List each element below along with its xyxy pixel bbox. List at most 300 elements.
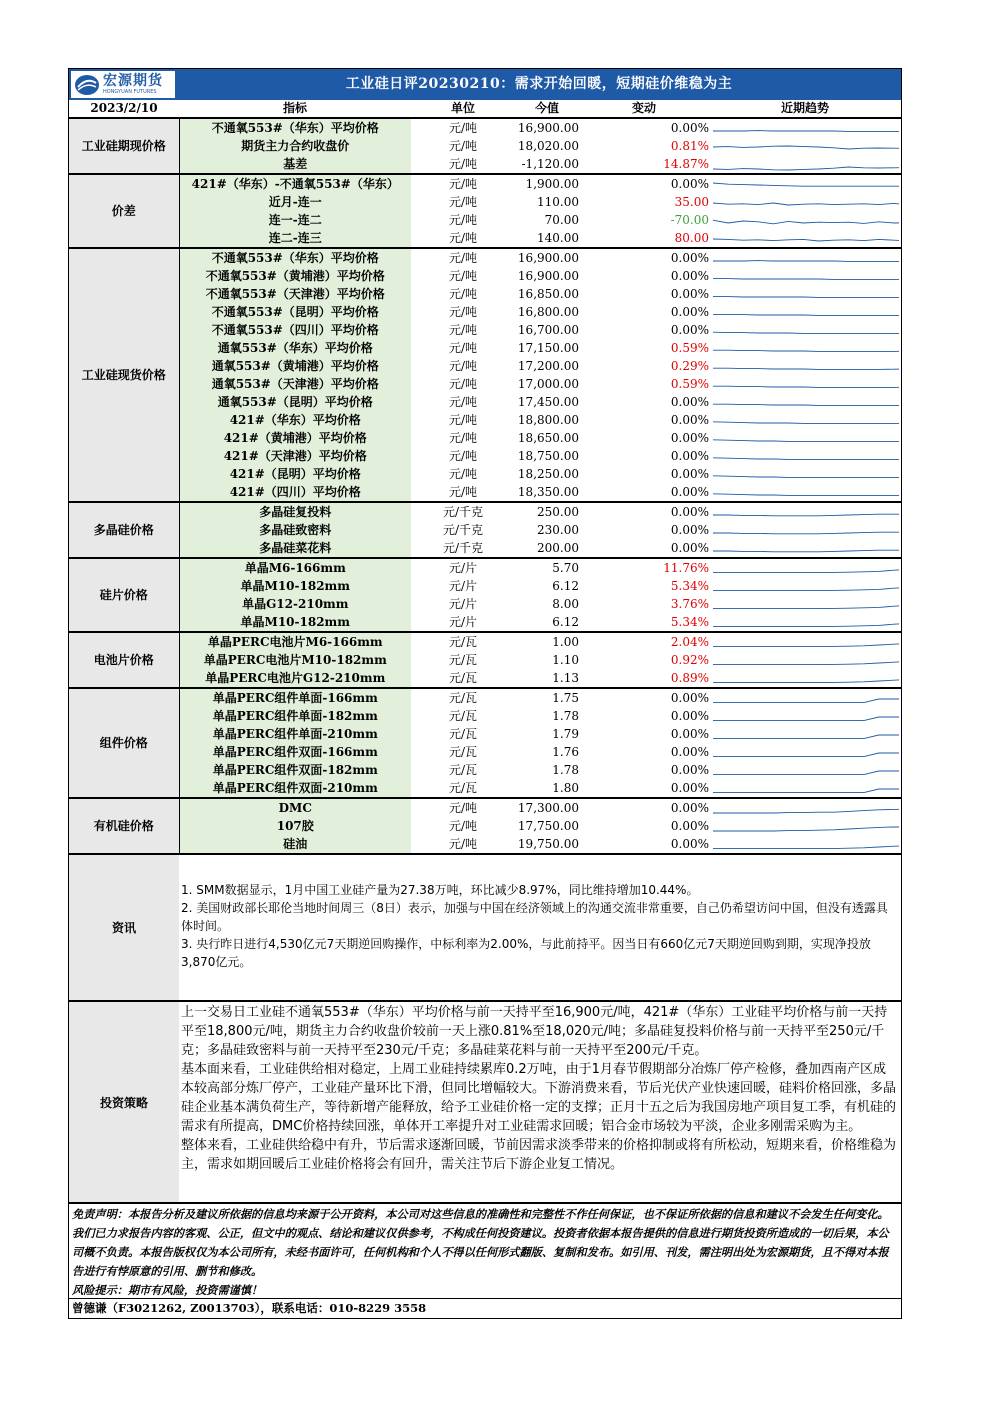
indicator-name: 单晶PERC组件单面-166mm: [179, 688, 411, 707]
change-cell: 0.00%: [670, 449, 709, 463]
table-row: [69, 321, 901, 339]
trend-cell: [709, 339, 901, 357]
sparkline-path: [713, 623, 899, 626]
trend-cell: [709, 429, 901, 447]
sparkline-chart: [709, 707, 899, 725]
trend-cell: [709, 669, 901, 688]
sparkline-chart: [709, 817, 899, 835]
unit-cell: 元/片: [411, 558, 515, 577]
table-row: [69, 577, 901, 595]
unit-cell: 元/吨: [448, 413, 478, 427]
value-cell: 16,700.00: [517, 323, 579, 337]
table-row: [69, 539, 901, 558]
sparkline-chart: [709, 503, 899, 521]
indicator-name: 基差: [179, 155, 411, 174]
indicator-name: 通氧553#（黄埔港）平均价格: [179, 357, 411, 375]
strategy-paragraph: 整体来看，工业硅供给稳中有升，节后需求逐渐回暖，节前因需求淡季带来的价格抑制或将有所松动，短期来看，价格维稳为主，需求如期回暖后工业硅价格将会有回升，需关注节后下游企业复工情况。: [181, 1138, 897, 1172]
unit-cell: 元/吨: [448, 213, 478, 227]
trend-cell: [709, 321, 901, 339]
value-cell: 18,750.00: [517, 449, 579, 463]
trend-cell: [709, 707, 901, 725]
sparkline-path: [713, 827, 899, 831]
value-cell: 1.78: [552, 763, 579, 777]
sparkline-chart: [709, 595, 899, 613]
table-row: [69, 393, 901, 411]
change-cell: 0.00%: [670, 485, 709, 499]
change-cell: 0.00%: [670, 709, 709, 723]
trend-cell: [709, 285, 901, 303]
unit-cell: 元/瓦: [448, 709, 478, 723]
sparkline-chart: [709, 799, 899, 817]
sparkline-path: [713, 679, 899, 682]
change-cell: 0.59%: [670, 341, 709, 355]
value-cell: 17,750.00: [517, 819, 579, 833]
indicator-name: 通氧553#（昆明）平均价格: [179, 393, 411, 411]
sparkline-path: [713, 183, 899, 186]
value-cell: 70.00: [544, 213, 579, 227]
unit-cell: 元/吨: [448, 377, 478, 391]
sparkline-chart: [709, 613, 899, 631]
table-row: [69, 632, 901, 651]
table-row: [69, 521, 901, 539]
change-cell: 0.00%: [670, 819, 709, 833]
unit-cell: 元/千克: [442, 541, 484, 555]
change-cell: 0.00%: [670, 121, 709, 135]
indicator-name: 单晶PERC电池片M10-182mm: [179, 651, 411, 669]
sparkline-chart: [709, 725, 899, 743]
news-section: [69, 853, 901, 1000]
unit-cell: 元/吨: [448, 139, 478, 153]
trend-cell: [709, 118, 901, 137]
sparkline-path: [713, 771, 899, 775]
sparkline-path: [713, 279, 899, 280]
sparkline-chart: [709, 429, 899, 447]
company-logo: [71, 71, 175, 98]
unit-cell: 元/片: [448, 597, 478, 611]
change-cell: 0.89%: [670, 671, 709, 685]
logo-en-text: HONGYUAN FUTURES: [103, 89, 157, 95]
table-row: [69, 267, 901, 285]
table-row: [69, 174, 901, 193]
sparkline-chart: [709, 761, 899, 779]
table-row: [69, 447, 901, 465]
table-row: [69, 743, 901, 761]
indicator-name: 单晶PERC组件双面-182mm: [179, 761, 411, 779]
value-cell: -1,120.00: [521, 157, 579, 171]
trend-cell: [709, 211, 901, 229]
trend-cell: [709, 761, 901, 779]
trend-cell: [709, 393, 901, 411]
trend-cell: [709, 651, 901, 669]
trend-cell: [709, 303, 901, 321]
sparkline-path: [713, 146, 899, 149]
value-cell: 17,300.00: [515, 798, 579, 817]
sparkline-chart: [709, 539, 899, 557]
table-row: [69, 248, 901, 267]
col-value: 今值: [515, 100, 579, 118]
sparkline-chart: [709, 339, 899, 357]
value-cell: 6.12: [552, 615, 579, 629]
unit-cell: 元/吨: [411, 174, 515, 193]
value-cell: 16,900.00: [517, 121, 579, 135]
table-row: [69, 339, 901, 357]
risk-note: 风险提示：期市有风险，投资需谨慎！: [72, 1283, 263, 1297]
sparkline-path: [713, 846, 899, 849]
change-cell: 0.00%: [670, 837, 709, 851]
table-row: [69, 502, 901, 521]
sparkline-path: [713, 809, 899, 813]
category-label: 有机硅价格: [69, 798, 179, 853]
table-row: [69, 375, 901, 393]
value-cell: 17,000.00: [517, 377, 579, 391]
table-row: [69, 155, 901, 174]
change-cell: 0.00%: [579, 174, 709, 193]
change-cell: -70.00: [670, 213, 709, 227]
unit-cell: 元/吨: [448, 359, 478, 373]
sparkline-path: [713, 643, 899, 646]
table-row: [69, 193, 901, 211]
sparkline-path: [713, 661, 899, 664]
indicator-name: 通氧553#（华东）平均价格: [179, 339, 411, 357]
sparkline-chart: [709, 193, 899, 211]
unit-cell: 元/吨: [448, 231, 478, 245]
unit-cell: 元/瓦: [448, 781, 478, 795]
indicator-name: 多晶硅致密料: [179, 521, 411, 539]
category-label: 电池片价格: [69, 632, 179, 688]
change-cell: 0.00%: [670, 323, 709, 337]
value-cell: 16,850.00: [517, 287, 579, 301]
disclaimer-section: [69, 1202, 901, 1298]
table-row: [69, 118, 901, 137]
value-cell: 1.76: [552, 745, 579, 759]
sparkline-path: [713, 297, 899, 298]
indicator-name: 单晶PERC组件双面-210mm: [179, 779, 411, 798]
table-row: [69, 688, 901, 707]
change-cell: 0.92%: [670, 653, 709, 667]
sparkline-path: [713, 717, 899, 721]
indicator-name: 单晶PERC电池片M6-166mm: [179, 632, 411, 651]
table-row: [69, 651, 901, 669]
category-label: 工业硅现货价格: [69, 248, 179, 502]
change-cell: 0.59%: [670, 377, 709, 391]
sparkline-chart: [709, 521, 899, 539]
table-row: [69, 229, 901, 248]
value-cell: 140.00: [537, 231, 579, 245]
sparkline-chart: [709, 137, 899, 155]
table-row: [69, 613, 901, 632]
table-row: [69, 411, 901, 429]
unit-cell: 元/吨: [448, 485, 478, 499]
indicator-name: 硅油: [179, 835, 411, 853]
unit-cell: 元/吨: [411, 248, 515, 267]
indicator-name: 不通氧553#（天津港）平均价格: [179, 285, 411, 303]
unit-cell: 元/瓦: [448, 727, 478, 741]
sparkline-path: [713, 422, 899, 424]
trend-cell: [709, 798, 901, 817]
sparkline-chart: [709, 447, 899, 465]
change-cell: 0.81%: [670, 139, 709, 153]
sparkline-chart: [709, 155, 899, 173]
sparkline-chart: [709, 285, 899, 303]
change-cell: 0.00%: [670, 431, 709, 445]
trend-cell: [709, 155, 901, 174]
value-cell: 18,350.00: [517, 485, 579, 499]
unit-cell: 元/吨: [448, 287, 478, 301]
sparkline-chart: [709, 357, 899, 375]
sparkline-path: [713, 368, 899, 369]
sparkline-chart: [709, 303, 899, 321]
change-cell: 0.00%: [670, 523, 709, 537]
indicator-name: 421#（黄埔港）平均价格: [179, 429, 411, 447]
value-cell: 17,450.00: [517, 395, 579, 409]
value-cell: 17,150.00: [517, 341, 579, 355]
sparkline-chart: [709, 411, 899, 429]
trend-cell: [709, 725, 901, 743]
value-cell: 1.10: [552, 653, 579, 667]
table-row: [69, 483, 901, 502]
table-row: [69, 725, 901, 743]
unit-cell: 元/片: [448, 579, 478, 593]
sparkline-path: [713, 131, 899, 132]
sparkline-path: [713, 220, 899, 224]
sparkline-path: [713, 203, 899, 205]
unit-cell: 元/千克: [411, 502, 515, 521]
table-row: [69, 357, 901, 375]
sparkline-path: [713, 569, 899, 572]
trend-cell: [709, 267, 901, 285]
table-row: [69, 779, 901, 798]
strategy-paragraph: 上一交易日工业硅不通氧553#（华东）平均价格与前一天持平至16,900元/吨，421#（华东）工业硅平均价格与前一天持平至18,800元/吨，期货主力合约收盘价较前一天上涨0.81%至18,020元/吨；多晶硅复投料价格与前一天持平至250元/千克；多晶硅致密料与前一天持平至230元/千克；多晶硅菜花料与前一天持平至200元/千克。: [181, 1005, 888, 1058]
indicator-name: 期货主力合约收盘价: [179, 137, 411, 155]
trend-cell: [709, 817, 901, 835]
sparkline-path: [713, 386, 899, 387]
indicator-name: 单晶PERC组件双面-166mm: [179, 743, 411, 761]
value-cell: 16,900.00: [515, 248, 579, 267]
strategy-label: 投资策略: [69, 1002, 179, 1202]
sparkline-chart: [709, 267, 899, 285]
value-cell: 230.00: [537, 523, 579, 537]
sparkline-path: [713, 789, 899, 793]
value-cell: 1.80: [552, 781, 579, 795]
indicator-name: 不通氧553#（四川）平均价格: [179, 321, 411, 339]
unit-cell: 元/吨: [448, 395, 478, 409]
indicator-name: 通氧553#（天津港）平均价格: [179, 375, 411, 393]
report-frame: [68, 68, 902, 1319]
change-cell: 14.87%: [663, 157, 709, 171]
change-cell: 2.04%: [579, 632, 709, 651]
indicator-name: 不通氧553#（昆明）平均价格: [179, 303, 411, 321]
col-trend: 近期趋势: [709, 100, 901, 118]
indicator-name: DMC: [179, 798, 411, 817]
news-body: [179, 855, 901, 1000]
trend-cell: [709, 193, 901, 211]
value-cell: 19,750.00: [517, 837, 579, 851]
indicator-name: 421#（天津港）平均价格: [179, 447, 411, 465]
table-row: [69, 761, 901, 779]
indicator-name: 421#（华东）平均价格: [179, 411, 411, 429]
news-item: 2. 美国财政部长耶伦当地时间周三（8日）表示，加强与中国在经济领域上的沟通交流非常重要，自己仍希望访问中国，但没有透露具体时间。: [181, 901, 888, 933]
col-change: 变动: [579, 100, 709, 118]
change-cell: 35.00: [674, 195, 709, 209]
indicator-name: 单晶M6-166mm: [179, 558, 411, 577]
unit-cell: 元/千克: [442, 523, 484, 537]
trend-cell: [709, 411, 901, 429]
col-indicator: 指标: [179, 100, 411, 118]
trend-cell: [709, 483, 901, 502]
strategy-section: [69, 1000, 901, 1202]
value-cell: 16,900.00: [517, 269, 579, 283]
change-cell: 0.00%: [670, 781, 709, 795]
category-label: 组件价格: [69, 688, 179, 798]
trend-cell: [709, 688, 901, 707]
value-cell: 8.00: [552, 597, 579, 611]
hongyuan-logo-icon: [74, 74, 100, 96]
value-cell: 17,200.00: [517, 359, 579, 373]
sparkline-chart: [709, 559, 899, 577]
sparkline-path: [713, 494, 899, 496]
trend-cell: [709, 577, 901, 595]
change-cell: 0.00%: [670, 395, 709, 409]
trend-cell: [709, 248, 901, 267]
value-cell: 1.13: [552, 671, 579, 685]
unit-cell: 元/吨: [448, 431, 478, 445]
table-header-row: [69, 100, 901, 118]
report-date: 2023/2/10: [69, 100, 179, 118]
sparkline-path: [713, 605, 899, 608]
indicator-name: 不通氧553#（华东）平均价格: [179, 248, 411, 267]
category-label: 工业硅期现价格: [69, 118, 179, 174]
sparkline-path: [713, 514, 899, 516]
trend-cell: [709, 375, 901, 393]
strategy-body: [179, 1002, 901, 1202]
value-cell: 250.00: [515, 502, 579, 521]
sparkline-chart: [709, 393, 899, 411]
table-row: [69, 303, 901, 321]
unit-cell: 元/吨: [448, 195, 478, 209]
sparkline-path: [713, 587, 899, 590]
trend-cell: [709, 595, 901, 613]
trend-cell: [709, 137, 901, 155]
unit-cell: 元/吨: [448, 157, 478, 171]
value-cell: 1.79: [552, 727, 579, 741]
sparkline-chart: [709, 175, 899, 193]
indicator-name: 近月-连一: [179, 193, 411, 211]
change-cell: 5.34%: [670, 615, 709, 629]
unit-cell: 元/吨: [448, 467, 478, 481]
indicator-name: 连二-连三: [179, 229, 411, 248]
sparkline-path: [713, 350, 899, 351]
change-cell: 0.00%: [670, 727, 709, 741]
strategy-paragraph: 基本面来看，工业硅供给相对稳定，上周工业硅持续累库0.2万吨，由于1月春节假期部分冶炼厂停产检修，叠加西南产区成本较高部分炼厂停产，工业硅产量环比下滑，但同比增幅较大。下游消费来看，节后光伏产业快速回暖，硅料价格回涨，多晶硅企业基本满负荷生产，等待新增产能释放，给予工业硅价格一定的支撑；正月十五之后为我国房地产项目复工季，有机硅的需求有所提高，DMC价格持续回涨，单体开工率提升对工业硅需求回暖；铝合金市场较为平淡，企业多刚需采购为主。: [181, 1062, 897, 1134]
change-cell: 0.00%: [579, 688, 709, 707]
table-row: [69, 817, 901, 835]
table-row: [69, 465, 901, 483]
sparkline-path: [713, 735, 899, 739]
sparkline-chart: [709, 577, 899, 595]
sparkline-path: [713, 550, 899, 552]
trend-cell: [709, 357, 901, 375]
table-row: [69, 835, 901, 853]
sparkline-path: [713, 476, 899, 478]
table-row: [69, 137, 901, 155]
category-label: 价差: [69, 174, 179, 248]
sparkline-path: [713, 315, 899, 316]
sparkline-chart: [709, 483, 899, 501]
indicator-name: 421#（四川）平均价格: [179, 483, 411, 502]
unit-cell: 元/瓦: [448, 763, 478, 777]
value-cell: 1.78: [552, 709, 579, 723]
sparkline-path: [713, 167, 899, 170]
sparkline-chart: [709, 375, 899, 393]
indicator-name: 连一-连二: [179, 211, 411, 229]
table-row: [69, 669, 901, 688]
logo-cn-text: 宏源期货: [103, 73, 163, 89]
indicator-name: 不通氧553#（黄埔港）平均价格: [179, 267, 411, 285]
table-row: [69, 595, 901, 613]
sparkline-chart: [709, 779, 899, 797]
trend-cell: [709, 174, 901, 193]
unit-cell: 元/瓦: [448, 671, 478, 685]
value-cell: 200.00: [537, 541, 579, 555]
category-label: 硅片价格: [69, 558, 179, 632]
sparkline-chart: [709, 689, 899, 707]
sparkline-chart: [709, 669, 899, 687]
table-row: [69, 285, 901, 303]
news-item: 1. SMM数据显示，1月中国工业硅产量为27.38万吨，环比减少8.97%，同比维持增加10.44%。: [181, 883, 699, 897]
sparkline-chart: [709, 249, 899, 267]
value-cell: 110.00: [537, 195, 579, 209]
indicator-name: 421#（华东）-不通氧553#（华东）: [179, 174, 411, 193]
unit-cell: 元/吨: [448, 305, 478, 319]
sparkline-path: [713, 699, 899, 703]
table-row: [69, 558, 901, 577]
unit-cell: 元/瓦: [411, 632, 515, 651]
disclaimer-text: 免责声明：本报告分析及建议所依据的信息均来源于公开资料，本公司对这些信息的准确性和完整性不作任何保证，也不保证所依据的信息和建议不会发生任何变化。我们已力求报告内容的客观、公正，但文中的观点、结论和建议仅供参考，不构成任何投资建议。投资者依据本报告提供的信息进行期货投资所造成的一切后果，本公司概不负责。本报告版权仅为本公司所有，未经书面许可，任何机构和个人不得以任何形式翻版、复制和发布。如引用、刊发，需注明出处为宏源期货，且不得对本报告进行有悖原意的引用、删节和修改。: [72, 1207, 889, 1278]
value-cell: 18,800.00: [517, 413, 579, 427]
trend-cell: [709, 632, 901, 651]
report-title: 工业硅日评20230210：需求开始回暖，短期硅价维稳为主: [345, 76, 733, 92]
unit-cell: 元/片: [448, 615, 478, 629]
unit-cell: 元/吨: [448, 269, 478, 283]
sparkline-path: [713, 239, 899, 241]
unit-cell: 元/瓦: [411, 688, 515, 707]
change-cell: 0.00%: [579, 502, 709, 521]
sparkline-path: [713, 532, 899, 534]
category-label: 多晶硅价格: [69, 502, 179, 558]
indicator-name: 单晶G12-210mm: [179, 595, 411, 613]
trend-cell: [709, 779, 901, 798]
value-cell: 18,020.00: [517, 139, 579, 153]
unit-cell: 元/吨: [448, 449, 478, 463]
sparkline-path: [713, 440, 899, 442]
sparkline-path: [713, 261, 899, 262]
unit-cell: 元/吨: [448, 837, 478, 851]
sparkline-path: [713, 753, 899, 757]
indicator-name: 单晶PERC电池片G12-210mm: [179, 669, 411, 688]
unit-cell: 元/瓦: [448, 653, 478, 667]
unit-cell: 元/吨: [448, 323, 478, 337]
sparkline-chart: [709, 743, 899, 761]
trend-cell: [709, 229, 901, 248]
change-cell: 0.00%: [670, 305, 709, 319]
sparkline-chart: [709, 633, 899, 651]
change-cell: 11.76%: [579, 558, 709, 577]
news-item: 3. 央行昨日进行4,530亿元7天期逆回购操作，中标利率为2.00%，与此前持平。因当日有660亿元7天期逆回购到期，实现净投放3,870亿元。: [181, 937, 871, 969]
change-cell: 0.00%: [670, 413, 709, 427]
sparkline-chart: [709, 651, 899, 669]
unit-cell: 元/吨: [448, 121, 478, 135]
trend-cell: [709, 521, 901, 539]
